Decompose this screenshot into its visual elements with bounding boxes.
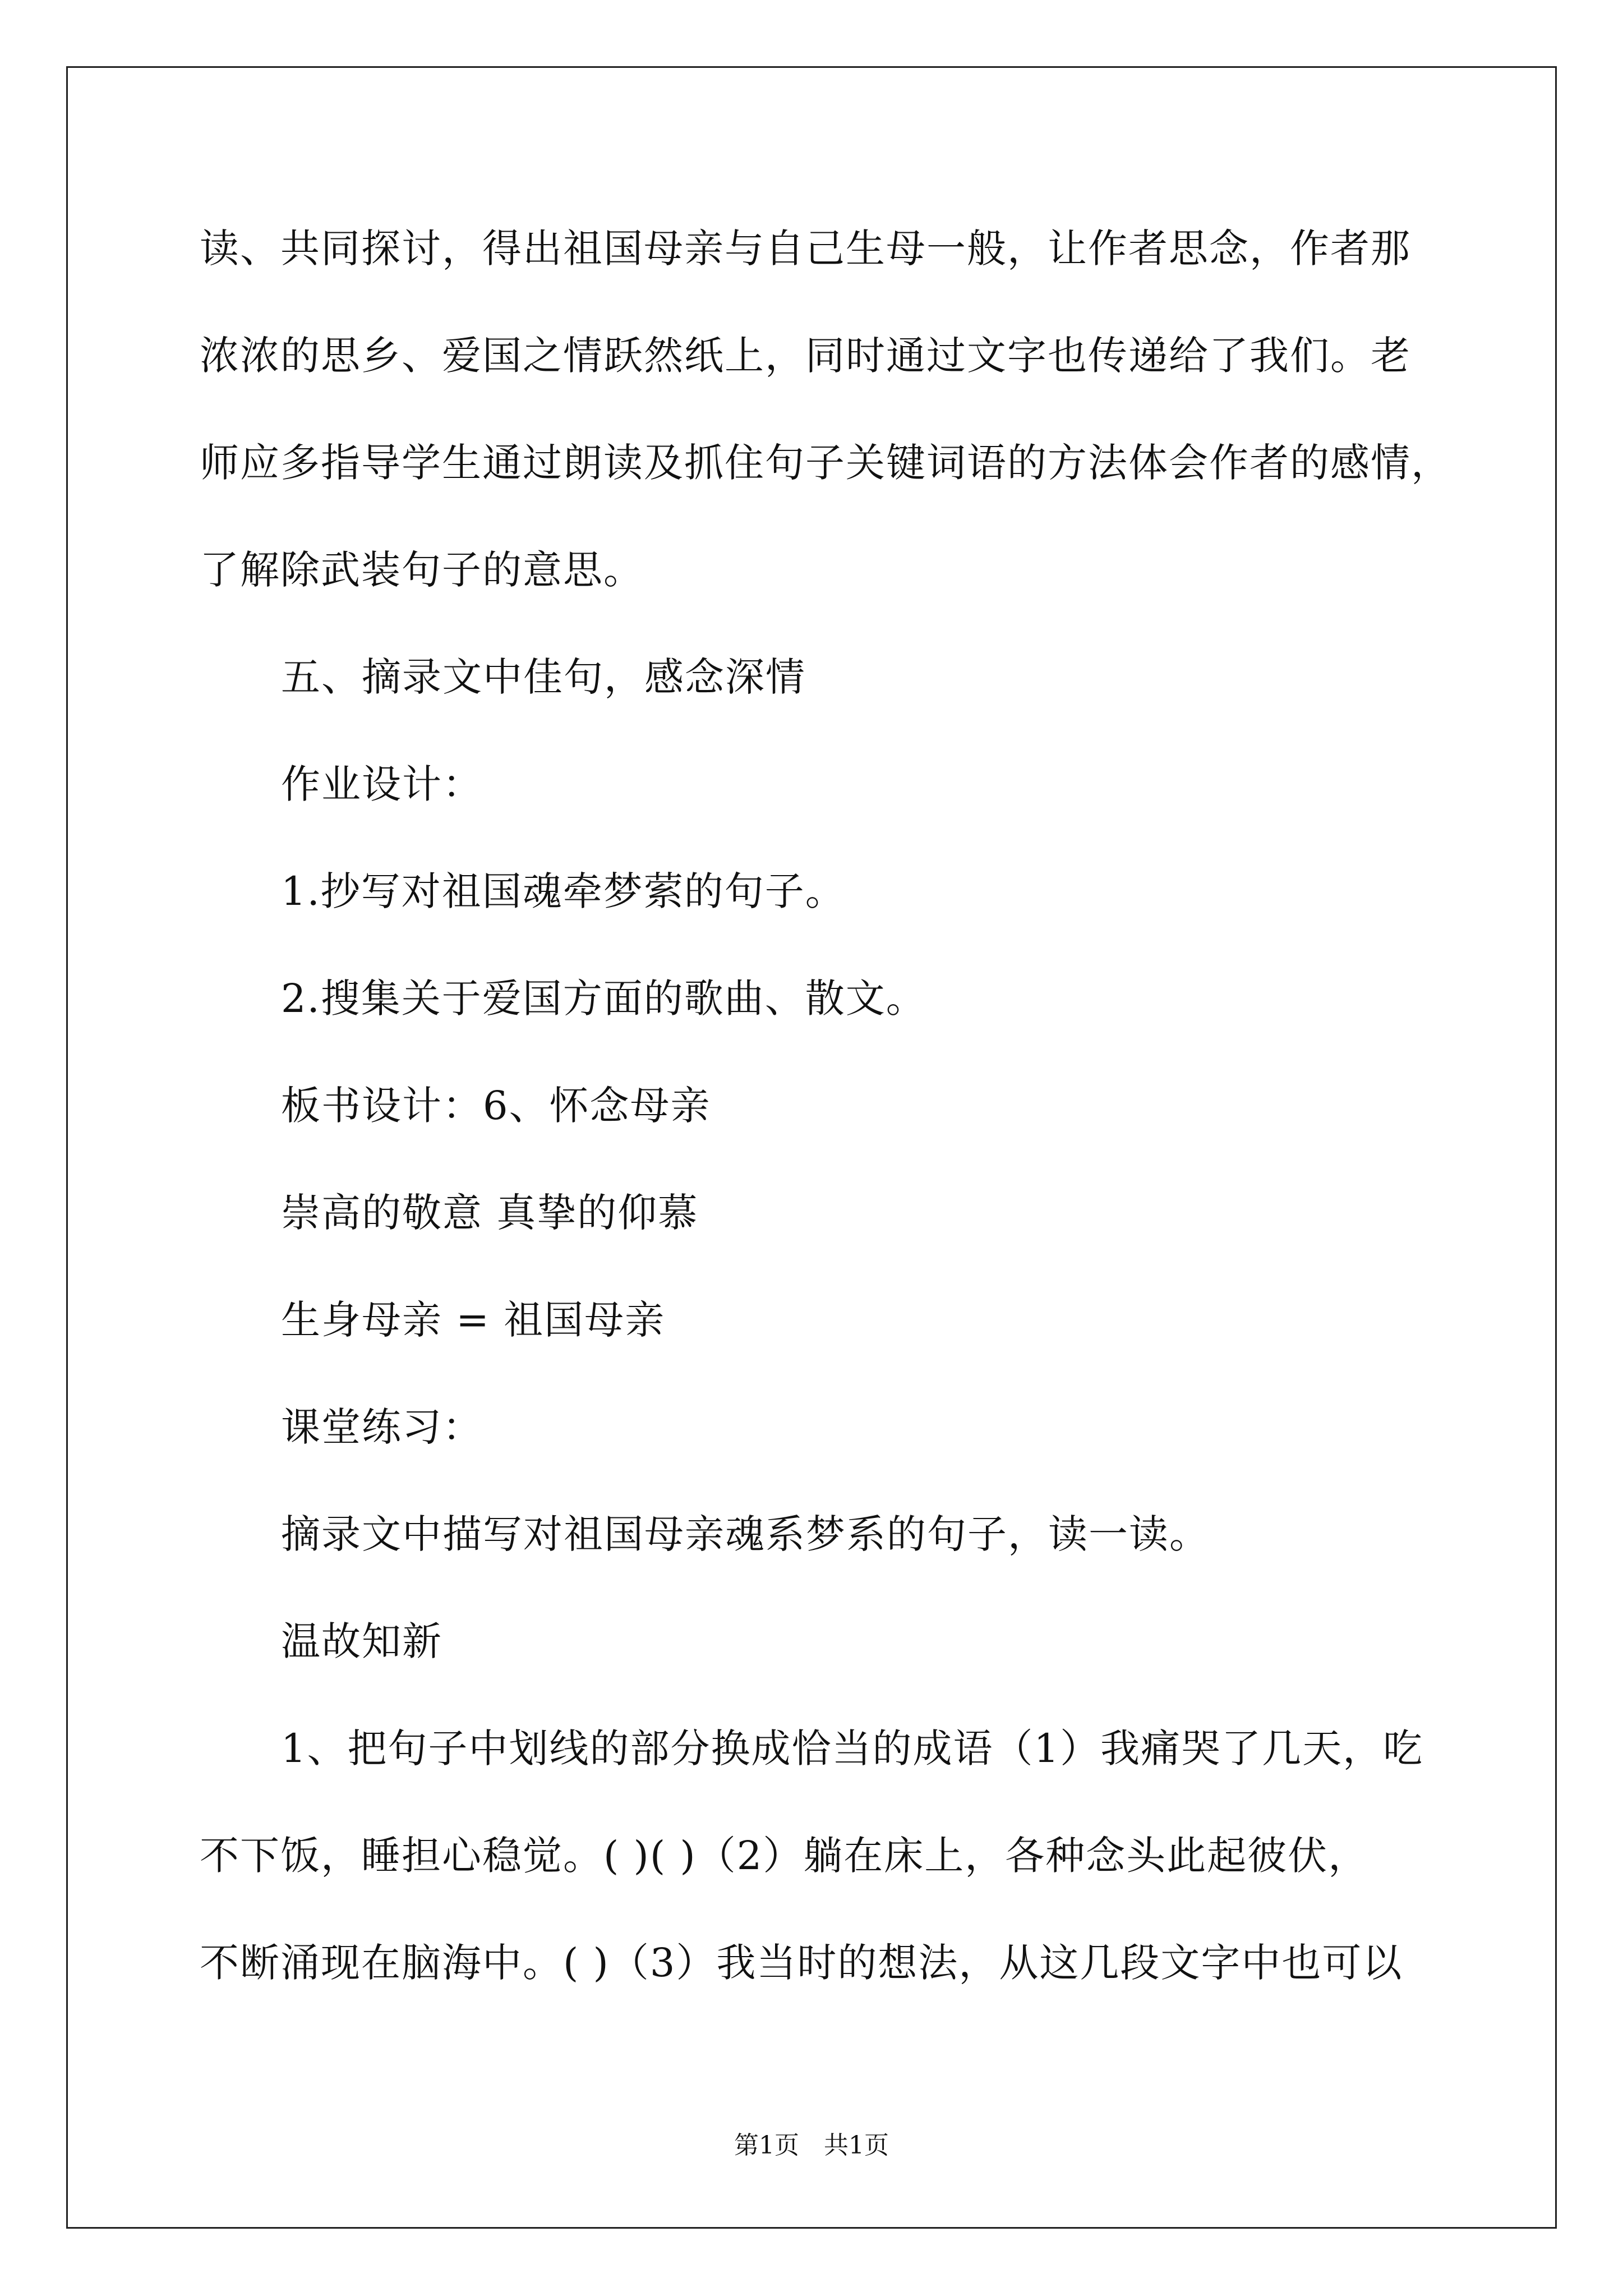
review-question-line-3: 不断涌现在脑海中。( )（3）我当时的想法，从这几段文字中也可以 bbox=[200, 1940, 1403, 1986]
classroom-exercise-label: 课堂练习： bbox=[281, 1404, 483, 1450]
blackboard-line-1: 崇高的敬意 真挚的仰慕 bbox=[281, 1190, 699, 1236]
blackboard-line-2: 生身母亲 = 祖国母亲 bbox=[281, 1297, 666, 1343]
blackboard-design-label: 板书设计：6、怀念母亲 bbox=[281, 1083, 711, 1129]
review-question-line-2: 不下饭，睡担心稳觉。( )( )（2）躺在床上，各种念头此起彼伏， bbox=[200, 1833, 1369, 1879]
paragraph-line-2: 浓浓的思乡、爱国之情跃然纸上，同时通过文字也传递给了我们。老 bbox=[200, 333, 1411, 379]
paragraph-line-3: 师应多指导学生通过朗读及抓住句子关键词语的方法体会作者的感情， bbox=[200, 440, 1451, 486]
paragraph-line-1: 读、共同探讨，得出祖国母亲与自己生母一般，让作者思念，作者那 bbox=[200, 226, 1411, 272]
review-question-line-1: 1、把句子中划线的部分换成恰当的成语（1）我痛哭了几天，吃 bbox=[281, 1726, 1424, 1772]
paragraph-line-4: 了解除武装句子的意思。 bbox=[200, 547, 644, 593]
homework-item-1: 1.抄写对祖国魂牵梦萦的句子。 bbox=[281, 868, 846, 914]
homework-design-label: 作业设计： bbox=[281, 761, 483, 807]
document-body bbox=[200, 206, 1490, 2028]
review-heading: 温故知新 bbox=[281, 1618, 442, 1664]
homework-item-2: 2.搜集关于爱国方面的歌曲、散文。 bbox=[281, 976, 926, 1022]
page-number-footer: 第1页 共1页 bbox=[734, 2131, 889, 2160]
section-heading-five: 五、摘录文中佳句，感念深情 bbox=[281, 654, 806, 700]
classroom-exercise-text: 摘录文中描写对祖国母亲魂系梦系的句子，读一读。 bbox=[281, 1511, 1210, 1557]
